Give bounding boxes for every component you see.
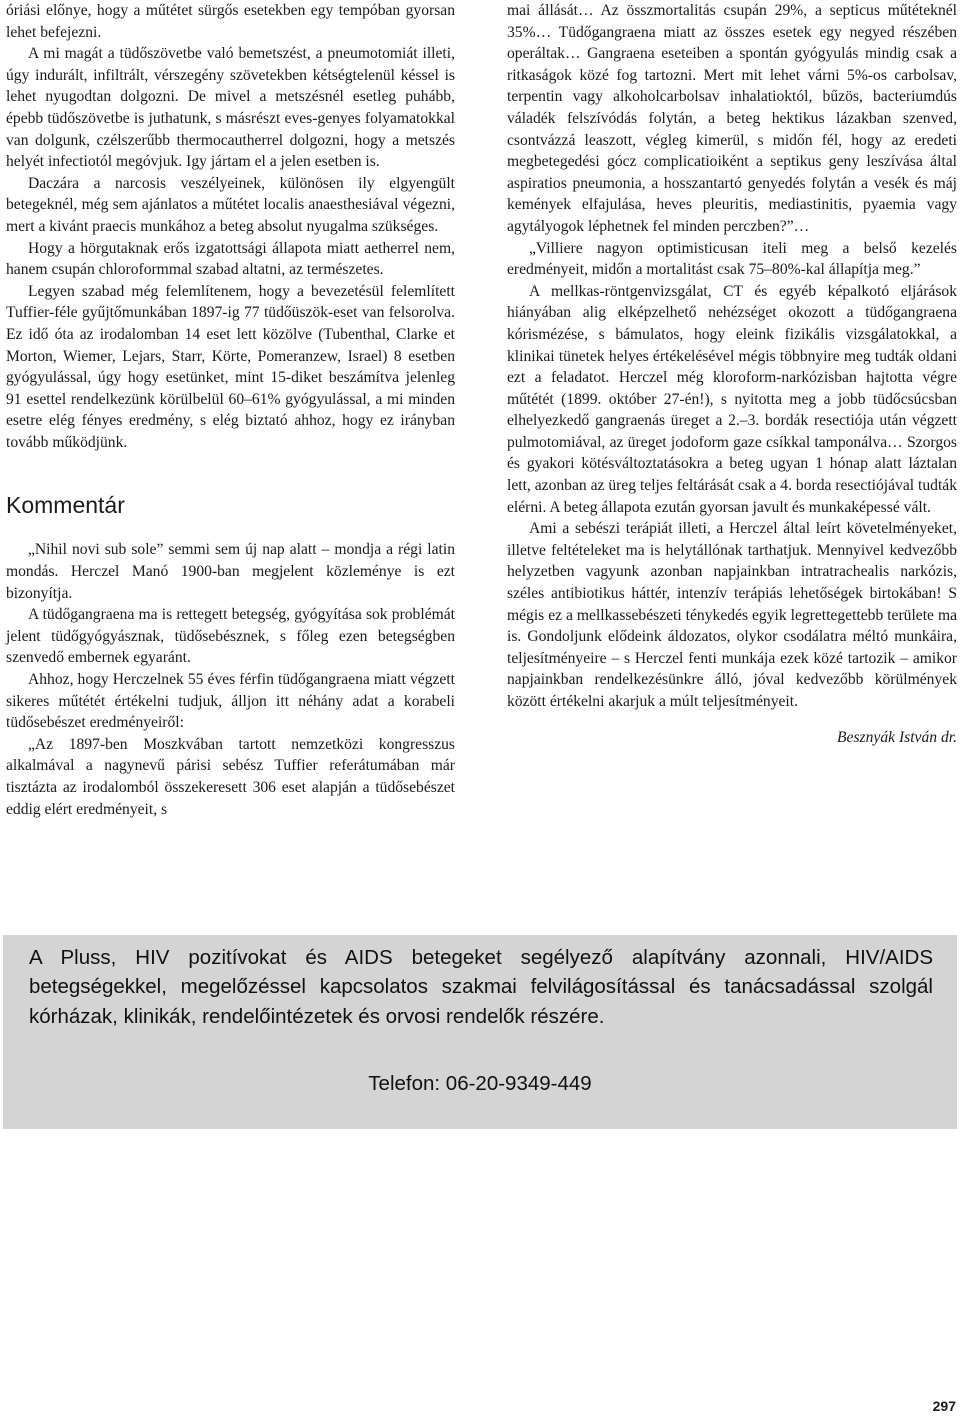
comment-paragraph: „Az 1897-ben Moszkvában tartott nemzetközi kongresszus alkalmával a nagynevű párisi sebész Tuffier referátumában már tisztázta az irodalomból összekeresett 306 eset alapján a tüdősebészet eddig elért eredményeit, s [6,735,455,818]
right-column [507,0,957,748]
body-paragraph: A mellkas-röntgenvizsgálat, CT és egyéb képalkotó eljárások hiányában alig elképzelhető nehézséget okozott a tüdőgangraena kórismézése, s bámulatos, hogy eleink fizikális vizsgálatokkal, a klinikai tünetek helyes értékelésével mégis többnyire meg tudták oldani ezt a feladatot. Herczel még kloroform-narkózisban hajtotta végre műtétét (1899. október 27-én!), s nyitotta meg a jobb tüdőcsúcsban elhelyezkedő gangraenás üreget a 2.–3. bordák resectiója után végzett pulmotomiával, az üreget jodoform gaze csíkkal tamponálva… Szorgos és gyakori kötésváltoztatásokra a beteg ugyan 1 hónap alatt láztalan lett, azonban az üreg teljes feltárását csak a 4. borda resectiójával tudták elérni. A beteg állapota ezután gyorsan javult és munkaképessé vált. [507,282,957,516]
page-number: 297 [932,1398,956,1414]
body-paragraph: Legyen szabad még felemlítenem, hogy a bevezetésül felemlített Tuffier-féle gyűjtőmunkában 1897-ig 77 tüdőüszök-eset van felsorolva. Ez idő óta az irodalomban 14 eset lett közölve (Tubenthal, Clarke et Morton, Wiemer, Lejars, Starr, Körte, Pomeranzew, Israel) 8 esetben gyógyulással, úgy hogy esetünket, mint 15-diket beszámítva jelenleg 91 esettel rendelkezünk körülbelül 60–61% gyógyulással, a mi minden esetre elég fényes eredmény, s elég biztató ahhoz, hogy ez irányban tovább működjünk. [6,282,455,451]
advertisement-phone: Telefon: 06-20-9349-449 [368,1072,592,1095]
body-paragraph: óriási előnye, hogy a műtétet sürgős esetekben egy tempóban gyorsan lehet befejezni. [6,2,455,41]
comment-paragraph: „Nihil novi sub sole” semmi sem új nap alatt – mondja a régi latin mondás. Herczel Manó 1900-ban megjelent közleménye is ezt bizonyítja. [6,541,455,602]
left-column [6,0,455,820]
comment-paragraph: A tüdőgangraena ma is rettegett betegség, gyógyítása sok problémát jelent tüdőgyógyásznak, tüdősebésznek, s főleg ezen betegségben szenvedő embernek egyaránt. [6,606,455,667]
body-paragraph: A mi magát a tüdőszövetbe való bemetszést, a pneumotomiát illeti, úgy indurált, infiltrált, vérszegény szövetekben kétségtelenül késsel is lehet nyugodtan dolgozni. De mivel a metszésnél esetleg puhább, épebb tüdőszövetbe is juthatunk, s másrészt eves-genyes folyamatokkal van dolgunk, czélszerűbb thermocautherrel dolgozni, hogy a metszés helyét infectiotól megóvjuk. Igy jártam el a jelen esetben is. [6,45,455,171]
author-signature: Besznyák István dr. [837,728,957,746]
body-paragraph: Hogy a hörgutaknak erős izgatottsági állapota miatt aetherrel nem, hanem csupán chloroformmal szabad altatni, az természetes. [6,239,455,279]
section-heading: Kommentár [6,492,125,519]
comment-paragraph: Ahhoz, hogy Herczelnek 55 éves férfin tüdőgangraena miatt végzett sikeres műtétét értékelni tudjuk, álljon itt néhány adat a korabeli tüdősebészet eredményeiről: [6,671,455,732]
body-paragraph: „Villiere nagyon optimisticusan iteli meg a belső kezelés eredményeit, midőn a mortalitást csak 75–80%-kal állapítja meg.” [507,239,957,279]
advertisement-box [3,935,957,1129]
body-paragraph: Ami a sebészi terápiát illeti, a Herczel által leírt követelményeket, illetve feltételeket ma is helytállónak tarthatjuk. Mennyivel kedvezőbb helyzetben vagyunk azonban napjainkban intratrachealis narkózis, széles antibiotikus háttér, intenzív terápiás lehetőségek birtokában! S mégis ez a mellkassebészeti ténykedés egyik legrettegettebb területe ma is. Gondoljunk elődeink áldozatos, olykor csodálatra méltó munkáira, teljesítményeire – s Herczel fenti munkája ezek közé tartozik – amikor napjainkban rendelkezésünkre álló, jóval kedvezőbb körülmények között értékelni akarjuk a múlt teljesítményeit. [507,520,957,710]
advertisement-text: A Pluss, HIV pozitívokat és AIDS betegeket segélyező alapítvány azonnali, HIV/AIDS betegségekkel, megelőzéssel kapcsolatos szakmai felvilágosítással és tanácsadással szolgál kórházak, klinikák, rendelőintézetek és orvosi rendelők részére. [29,946,933,1028]
body-paragraph: mai állását… Az összmortalitás csupán 29%, a septicus műtéteknél 35%… Tüdőgangraena miatt az összes esetek egy negyed részében operáltak… Gangraena eseteiben a spontán gyógyulás mindig csak a ritkaságok közé fog tartozni. Mert mit lehet várni 5%-os carbolsav, terpentin vagy alkoholcarbolsav inhalatioktól, bűzös, bacteriumdús váladék felszívódás folytán, a beteg hektikus lázakban szenved, csontvázzá leaszott, végleg kimerül, s midőn fél, hogy az eredeti megbetegedési gócz complicatioiként a septikus geny leszívása által aspiratios pneumonia, a hosszantartó genyedés folytán a vesék és máj kemények elfajulása, heves pleuritis, mediastinitis, pyaemia vagy agytályogok léphetnek fel minden perczben?”… [507,2,957,235]
body-paragraph: Daczára a narcosis veszélyeinek, különösen ily elgyengült betegeknél, még sem ajánlatos a műtétet localis anaesthesiával végezni, mert a kivánt praecis munkához a beteg absolut nyugalma szükséges. [6,174,455,235]
